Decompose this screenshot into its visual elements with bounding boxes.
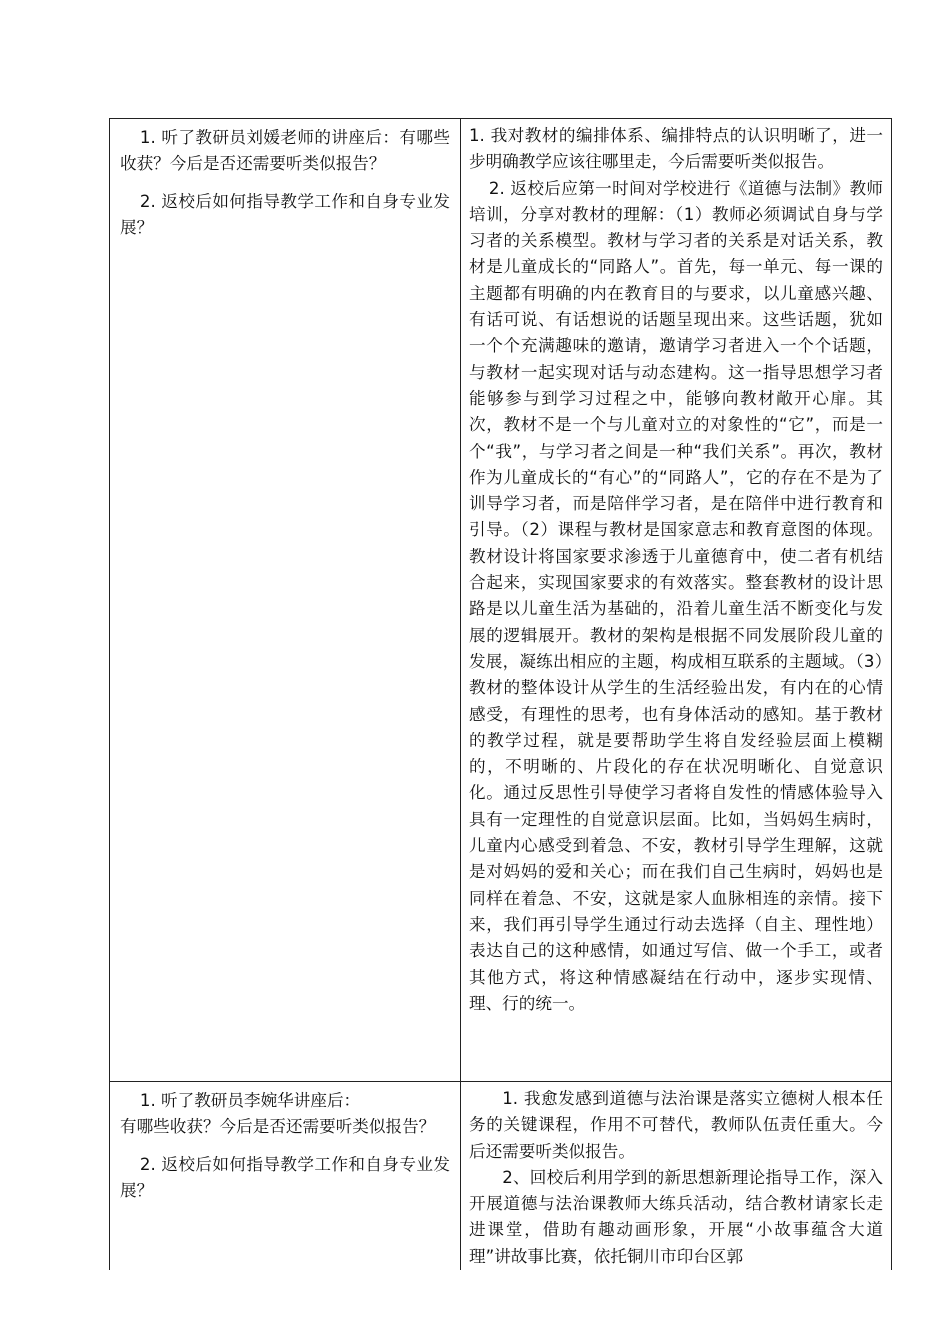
answer-cell	[461, 1082, 892, 1271]
answer-cell	[461, 119, 892, 1082]
table-row	[110, 119, 892, 1082]
reflection-table	[109, 118, 892, 1270]
question-text: 有哪些收获？今后是否还需要听类似报告？	[120, 1117, 436, 1136]
answer-text: 2. 返校后应第一时间对学校进行《道德与法制》教师培训，分享对教材的理解：（1）教师必须调试自身与学习者的关系模型。教材与学习者的关系是对话关系，教材是儿童成长的“同路人”。首先，每一单元、每一课的主题都有明确的内在教育目的与要求，以儿童感兴趣、有话可说、有话想说的话题呈现出来。这些话题，犹如一个个充满趣味的邀请，邀请学习者进入一个个话题，与教材一起实现对话与动态建构。这一指导思想学习者能够参与到学习过程之中，能够向教材敞开心扉。其次，教材不是一个与儿童对立的对象性的“它”，而是一个“我”，与学习者之间是一种“我们关系”。再次，教材作为儿童成长的“有心”的“同路人”，它的存在不是为了训导学习者，而是陪伴学习者，是在陪伴中进行教育和引导。（2）课程与教材是国家意志和教育意图的体现。教材设计将国家要求渗透于儿童德育中，使二者有机结合起来，实现国家要求的有效落实。整套教材的设计思路是以儿童生活为基础的，沿着儿童生活不断变化与发展的逻辑展开。教材的架构是根据不同发展阶段儿童的发展，凝练出相应的主题，构成相互联系的主题域。（3）教材的整体设计从学生的生活经验出发，有内在的心情感受，有理性的思考，也有身体活动的感知。基于教材的教学过程，就是要帮助学生将自发经验层面上模糊的，不明晰的、片段化的存在状况明晰化、自觉意识化。通过反思性引导使学习者将自发性的情感体验导入具有一定理性的自觉意识层面。比如，当妈妈生病时，儿童内心感受到着急、不安，教材引导学生理解，这就是对妈妈的爱和关心；而在我们自己生病时，妈妈也是同样在着急、不安，这就是家人血脉相连的亲情。接下来，我们再引导学生通过行动去选择（自主、理性地）表达自己的这种感情，如通过写信、做一个手工，或者其他方式，将这种情感凝结在行动中，逐步实现情、理、行的统一。	[469, 178, 883, 1013]
answer-text: 2、回校后利用学到的新思想新理论指导工作，深入开展道德与法治课教师大练兵活动，结合教材请家长走进课堂，借助有趣动画形象，开展“小故事蕴含大道理”讲故事比赛，依托铜川市印台区郭	[469, 1167, 883, 1266]
answer-text: 1. 我对教材的编排体系、编排特点的认识明晰了，进一步明确教学应该往哪里走，今后需要听类似报告。	[469, 126, 883, 172]
document-page	[109, 118, 883, 1266]
question-text: 1. 听了教研员李婉华讲座后：	[139, 1091, 361, 1110]
question-text: 2. 返校后如何指导教学工作和自身专业发展？	[120, 1155, 450, 1200]
answer-text: 1. 我愈发感到道德与法治课是落实立德树人根本任务的关键课程，作用不可替代，教师队伍责任重大。今后还需要听类似报告。	[469, 1089, 883, 1161]
question-text: 1. 听了教研员刘媛老师的讲座后：有哪些收获？今后是否还需要听类似报告？	[120, 128, 450, 173]
question-cell	[110, 119, 461, 1082]
question-text: 2. 返校后如何指导教学工作和自身专业发展？	[120, 192, 450, 237]
table-row	[110, 1082, 892, 1271]
question-cell	[110, 1082, 461, 1271]
